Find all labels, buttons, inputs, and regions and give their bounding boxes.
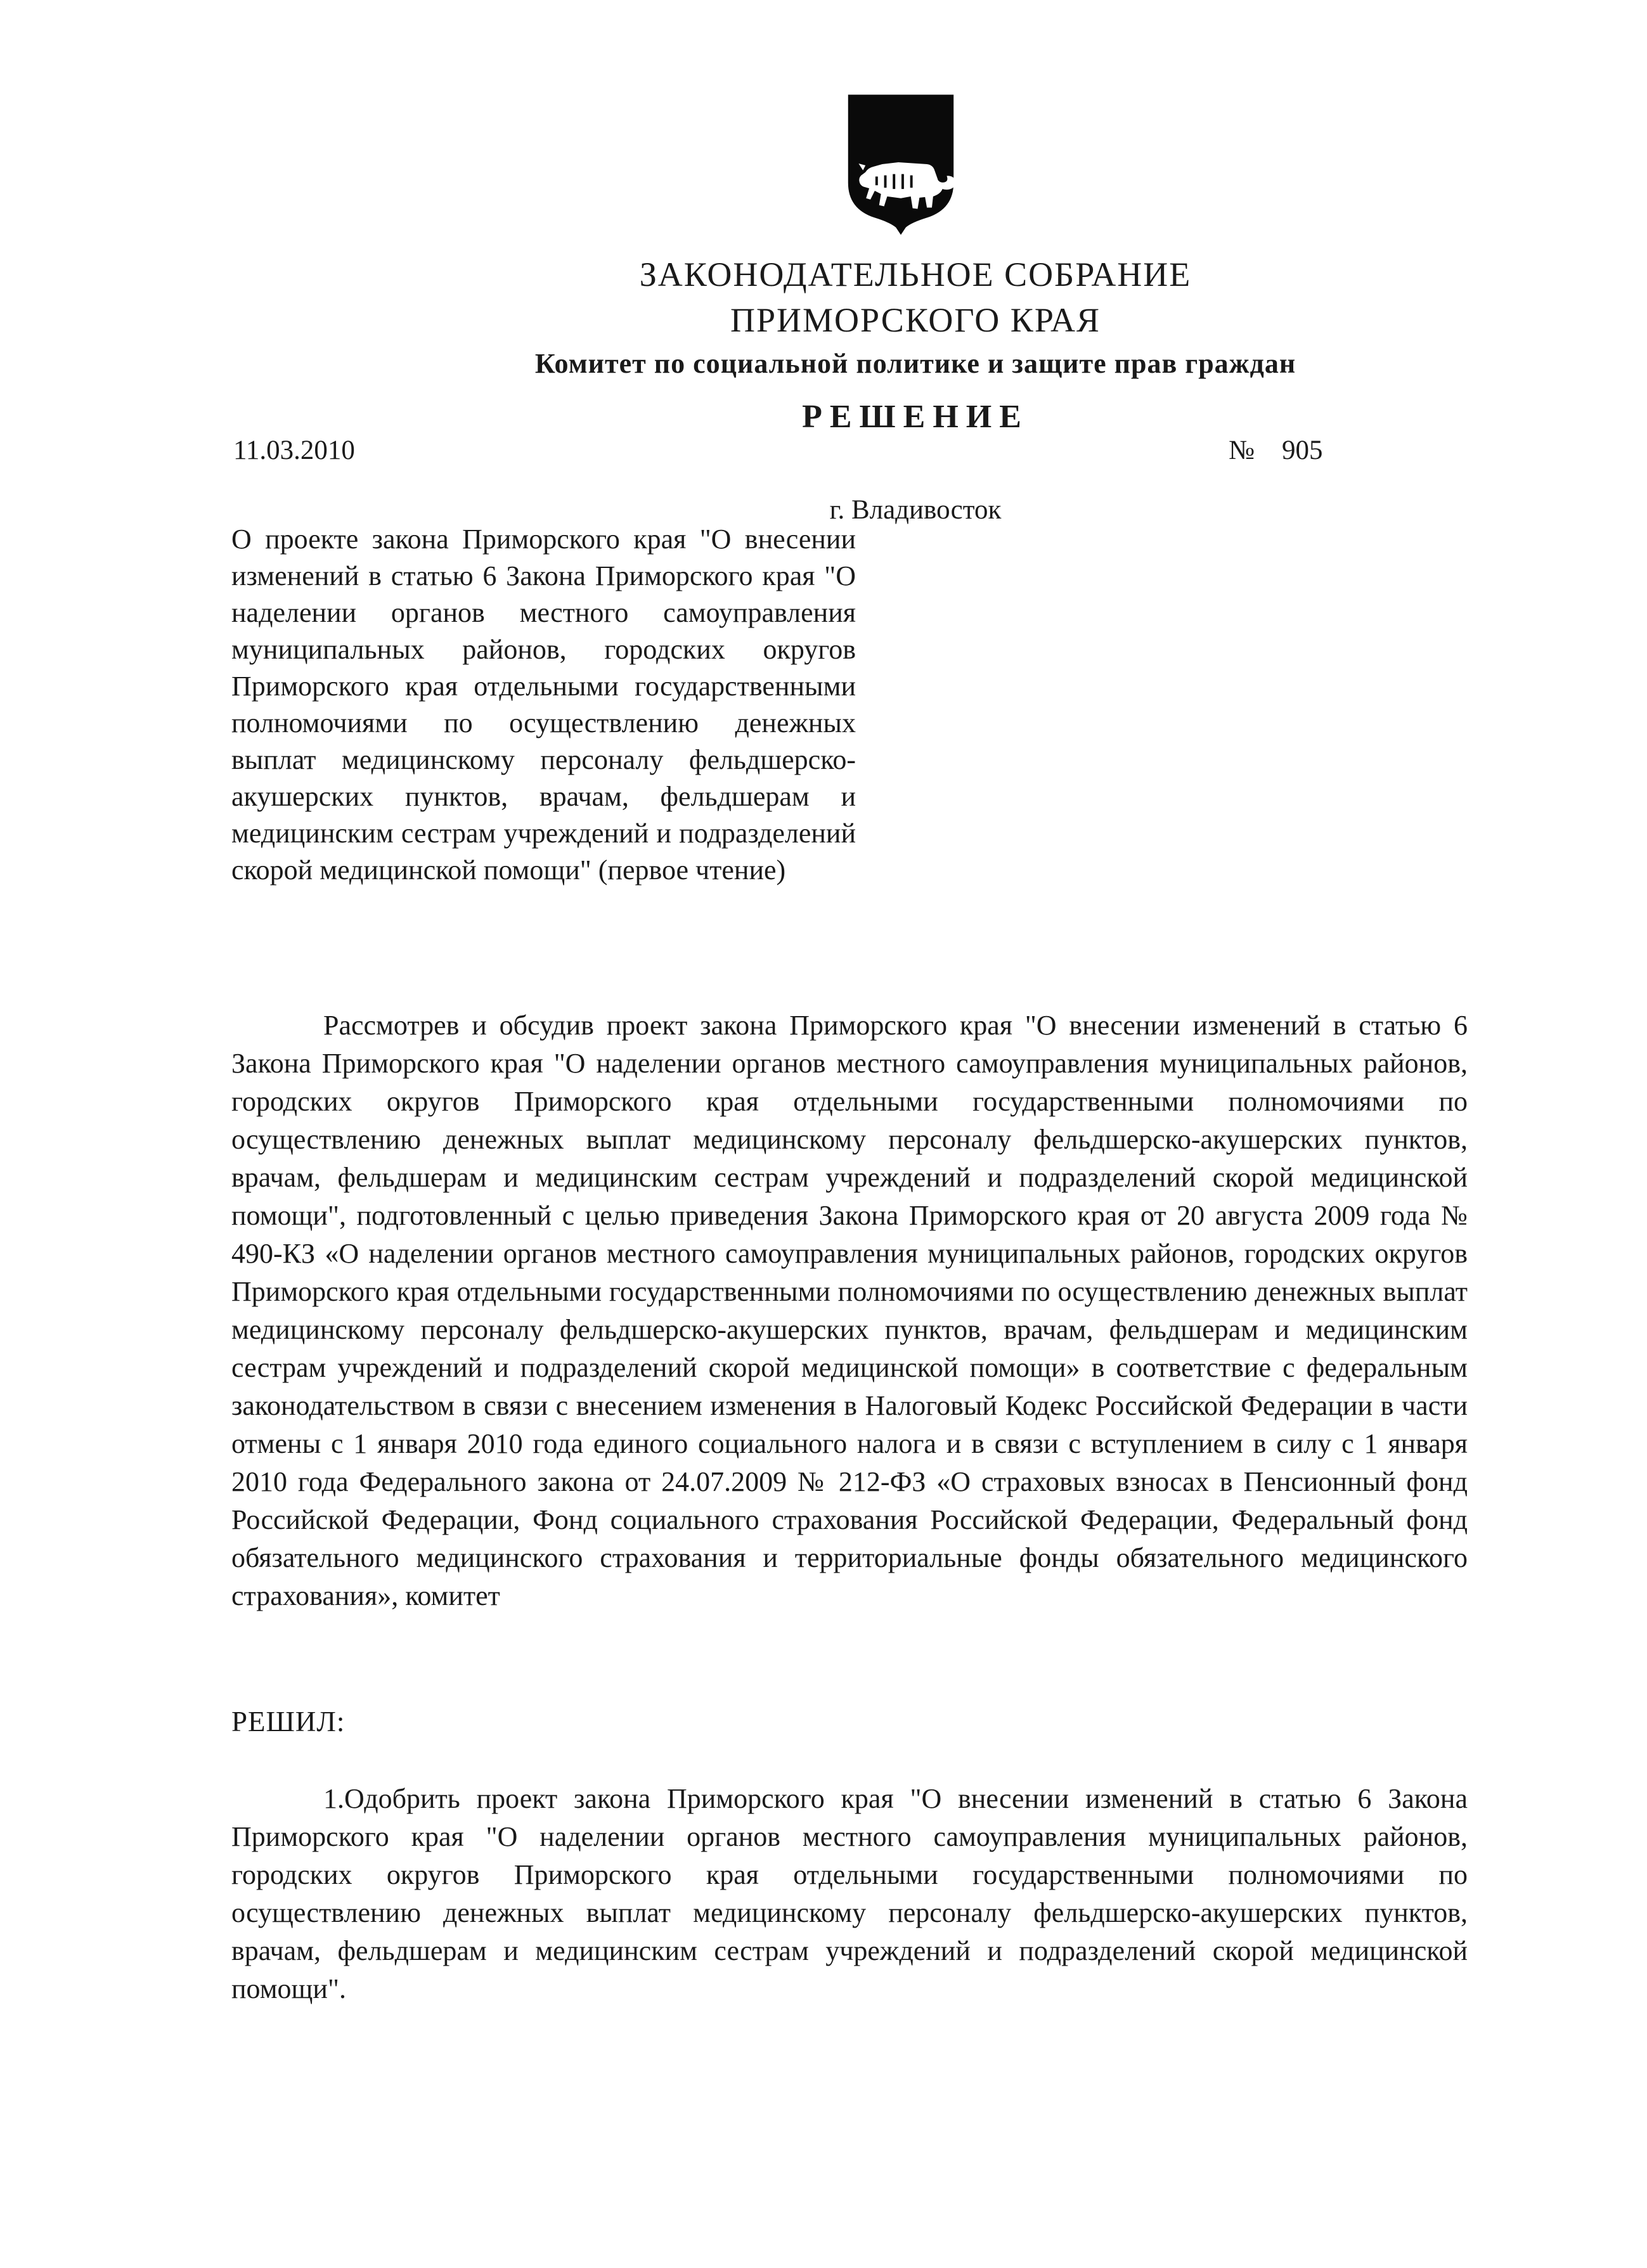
document-number: № 905 xyxy=(1229,435,1323,465)
city-line: г. Владивосток xyxy=(829,495,1002,525)
document-date: 11.03.2010 xyxy=(233,435,355,465)
organization-name-line2: ПРИМОРСКОГО КРАЯ xyxy=(730,301,1101,339)
decision-title: О проекте закона Приморского края "О внесении изменений в статью 6 Закона Приморского края "О наделении органов местного самоуправления муниципальных районов, городских округов Приморского края отдельными государственными полномочиями по осуществлению денежных выплат медицинскому персоналу фельдшерско-акушерских пунктов, врачам, фельдшерам и медицинским сестрам учреждений и подразделений скорой медицинской помощи" (первое чтение) xyxy=(231,524,856,886)
document-type-heading: РЕШЕНИЕ xyxy=(802,399,1029,435)
resolved-label: РЕШИЛ: xyxy=(231,1706,346,1737)
committee-name: Комитет по социальной политике и защите прав граждан xyxy=(534,348,1296,379)
preamble-paragraph: Рассмотрев и обсудив проект закона Приморского края "О внесении изменений в статью 6 Закона Приморского края "О наделении органов местного самоуправления муниципальных районов, городских округов Приморского края отдельными государственными полномочиями по осуществлению денежных выплат медицинскому персоналу фельдшерско-акушерских пунктов, врачам, фельдшерам и медицинским сестрам учреждений и подразделений скорой медицинской помощи", подготовленный с целью приведения Закона Приморского края от 20 августа 2009 года № 490-КЗ «О наделении органов местного самоуправления муниципальных районов, городских округов Приморского края отдельными государственными полномочиями по осуществлению денежных выплат медицинскому персоналу фельдшерско-акушерских пунктов, врачам, фельдшерам и медицинским сестрам учреждений и подразделений скорой медицинской помощи» в соответствие с федеральным законодательством в связи с внесением изменения в Налоговый Кодекс Российской Федерации в части отмены с 1 января 2010 года единого социального налога и в связи с вступлением в силу с 1 января 2010 года Федерального закона от 24.07.2009 № 212-ФЗ «О страховых взносах в Пенсионный фонд Российской Федерации, Фонд социального страхования Российской Федерации, Федеральный фонд обязательного медицинского страхования и территориальные фонды обязательного медицинского страхования», комитет xyxy=(231,1010,1468,1611)
resolution-item-1: 1.Одобрить проект закона Приморского края "О внесении изменений в статью 6 Закона Приморского края "О наделении органов местного самоуправления муниципальных районов, городских округов Приморского края отдельными государственными полномочиями по осуществлению денежных выплат медицинскому персоналу фельдшерско-акушерских пунктов, врачам, фельдшерам и медицинским сестрам учреждений и подразделений скорой медицинской помощи". xyxy=(231,1783,1468,2004)
organization-name-line1: ЗАКОНОДАТЕЛЬНОЕ СОБРАНИЕ xyxy=(639,255,1192,293)
